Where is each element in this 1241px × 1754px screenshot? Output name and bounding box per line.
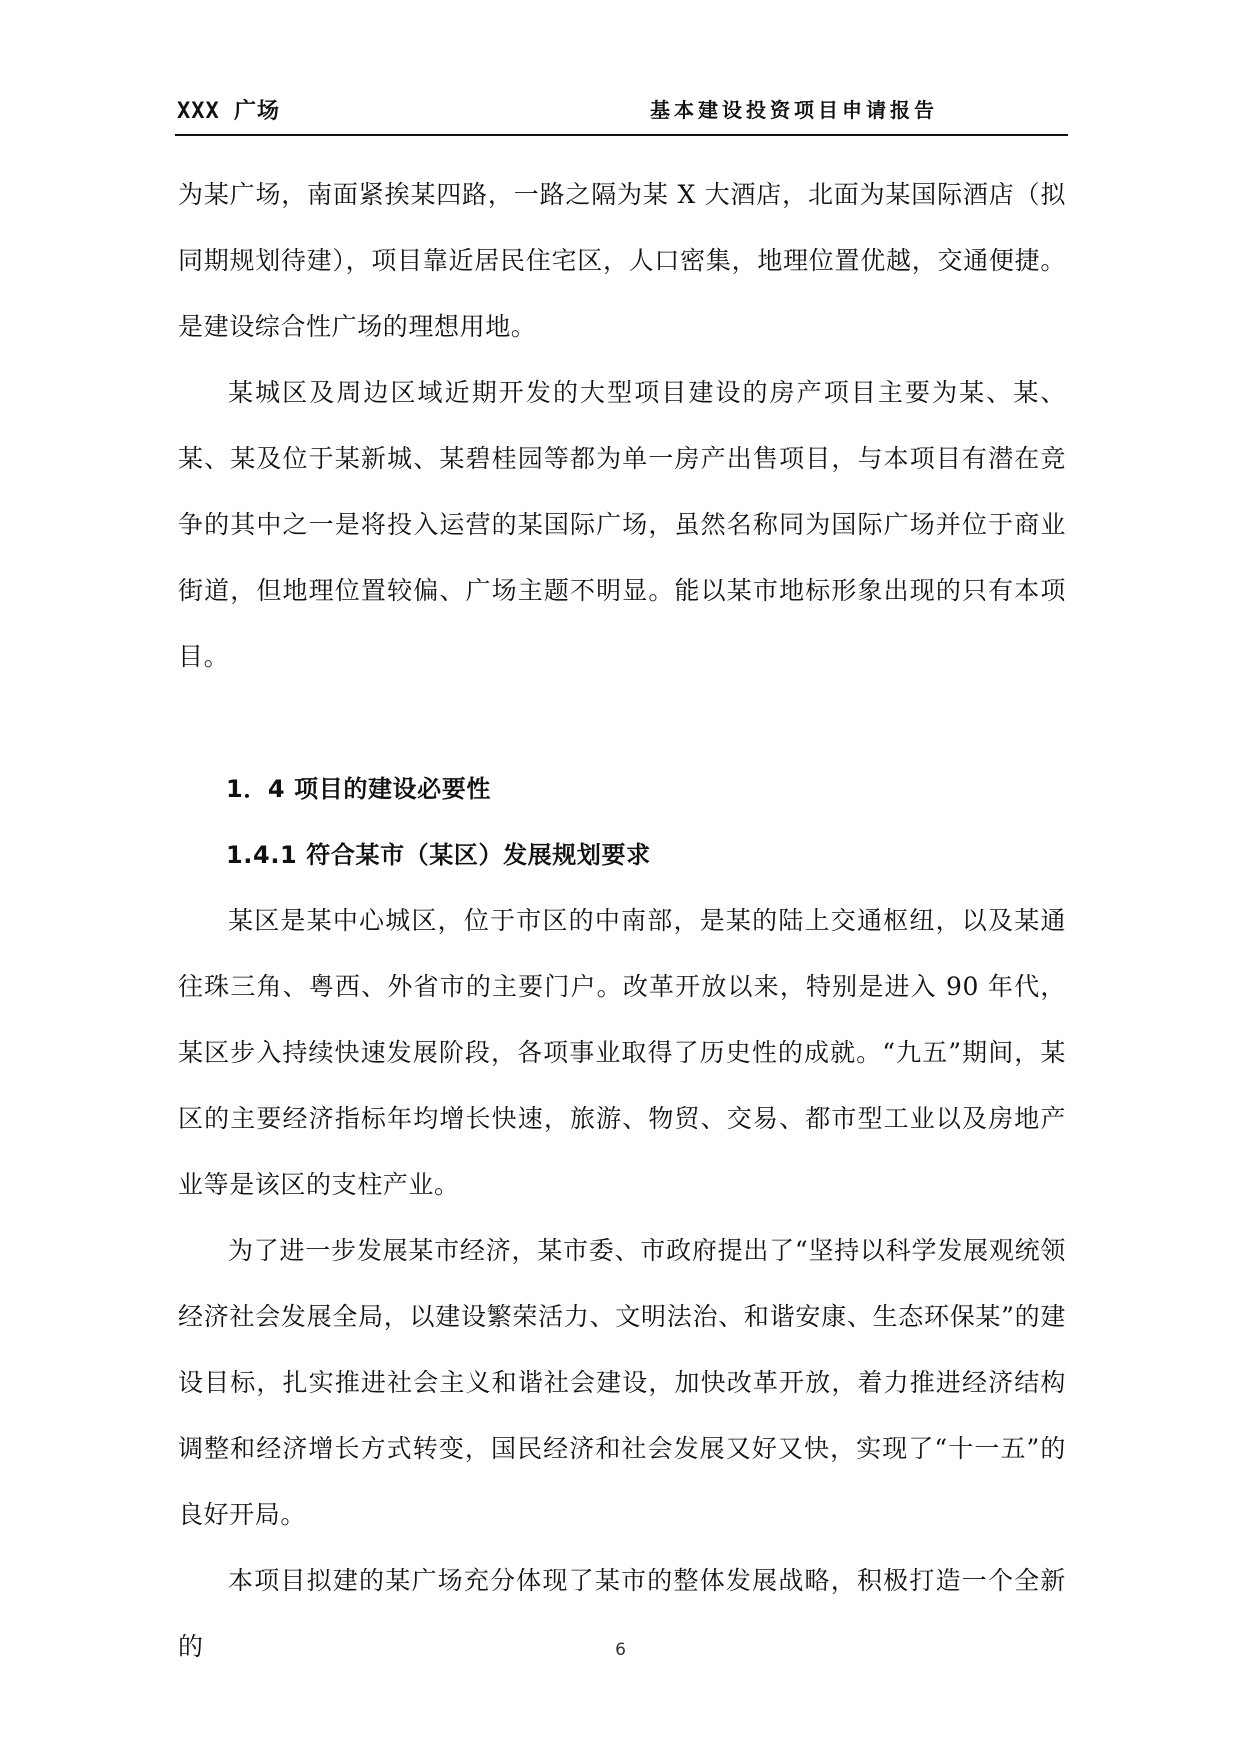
section-spacer [178, 690, 1066, 756]
body-text [178, 162, 1066, 1680]
subsection-heading: 1.4.1 符合某市（某区）发展规划要求 [226, 841, 651, 869]
paragraph: 某区是某中心城区，位于市区的中南部，是某的陆上交通枢纽，以及某通往珠三角、粤西、外省市的主要门户。改革开放以来，特别是进入 90 年代，某区步入持续快速发展阶段，各项事业取得了历史性的成就。“九五”期间，某区的主要经济指标年均增长快速，旅游、物贸、交易、都市型工业以及房地产业等是该区的支柱产业。 [178, 906, 1066, 1199]
header-right-title: 基本建设投资项目申请报告 [650, 98, 938, 122]
header-left-title: XXX 广场 [177, 99, 280, 124]
paragraph: 本项目拟建的某广场充分体现了某市的整体发展战略，积极打造一个全新的 [178, 1566, 1066, 1661]
page-header [175, 88, 1068, 136]
paragraph: 为某广场，南面紧挨某四路，一路之隔为某 X 大酒店，北面为某国际酒店（拟同期规划待建），项目靠近居民住宅区，人口密集，地理位置优越，交通便捷。是建设综合性广场的理想用地。 [178, 180, 1066, 341]
page-number: 6 [615, 1640, 626, 1660]
section-heading: 1．4 项目的建设必要性 [226, 775, 491, 803]
paragraph: 为了进一步发展某市经济，某市委、市政府提出了“坚持以科学发展观统领经济社会发展全局，以建设繁荣活力、文明法治、和谐安康、生态环保某”的建设目标，扎实推进社会主义和谐社会建设，加快改革开放，着力推进经济结构调整和经济增长方式转变，国民经济和社会发展又好又快，实现了“十一五”的良好开局。 [178, 1236, 1066, 1529]
paragraph: 某城区及周边区域近期开发的大型项目建设的房产项目主要为某、某、某、某及位于某新城、某碧桂园等都为单一房产出售项目，与本项目有潜在竞争的其中之一是将投入运营的某国际广场，虽然名称同为国际广场并位于商业街道，但地理位置较偏、广场主题不明显。能以某市地标形象出现的只有本项目。 [178, 378, 1066, 671]
